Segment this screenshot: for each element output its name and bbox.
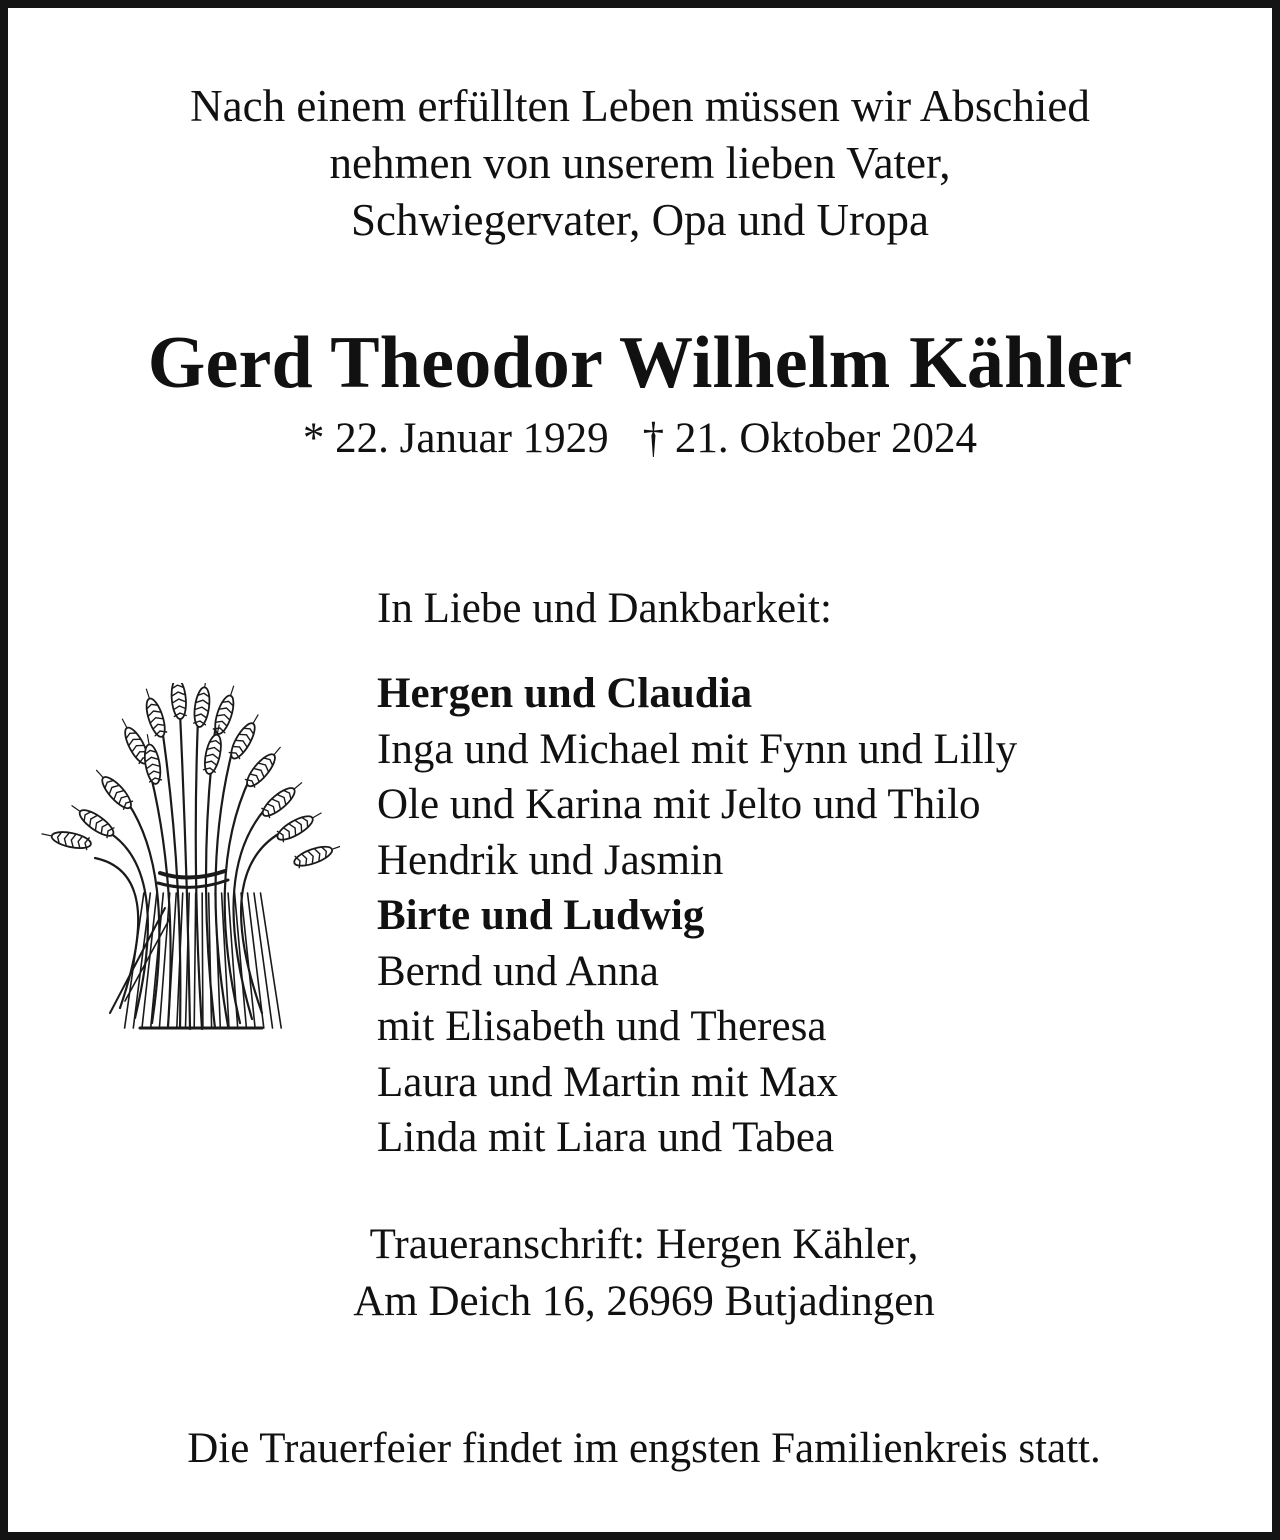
intro-line-2: nehmen von unserem lieben Vater, xyxy=(329,138,951,188)
family-member-primary: Birte und Ludwig xyxy=(377,892,705,939)
funeral-note: Die Trauerfeier findet im engsten Familienkreis statt. xyxy=(187,1425,1101,1472)
thanks-heading: In Liebe und Dankbarkeit: xyxy=(377,585,832,632)
intro-line-3: Schwiegervater, Opa und Uropa xyxy=(351,195,929,245)
family-member-primary: Hergen und Claudia xyxy=(377,670,753,717)
family-member: mit Elisabeth und Theresa xyxy=(377,1003,827,1050)
family-member: Bernd und Anna xyxy=(377,947,659,995)
birth-date: * 22. Januar 1929 xyxy=(302,415,609,462)
address-line-2: Am Deich 16, 26969 Butjadingen xyxy=(353,1278,935,1325)
life-dates xyxy=(8,411,1272,467)
family-member: Inga und Michael mit Fynn und Lilly xyxy=(377,725,1018,773)
family-member: Laura und Martin mit Max xyxy=(377,1058,838,1106)
address-line-1: Traueranschrift: Hergen Kähler, xyxy=(369,1221,919,1268)
deceased-name: Gerd Theodor Wilhelm Kähler xyxy=(147,322,1133,404)
family-member: Linda mit Liara und Tabea xyxy=(377,1114,835,1161)
family-member: Ole und Karina mit Jelto und Thilo xyxy=(377,781,981,828)
intro-text xyxy=(8,78,1272,249)
intro-line-1: Nach einem erfüllten Leben müssen wir Abschied xyxy=(190,81,1090,131)
family-member: Hendrik und Jasmin xyxy=(377,836,724,884)
mourning-address xyxy=(8,1216,1280,1330)
family-list xyxy=(377,666,1017,1166)
death-date: † 21. Oktober 2024 xyxy=(642,415,978,462)
wheat-sheaf-icon xyxy=(40,683,340,1038)
